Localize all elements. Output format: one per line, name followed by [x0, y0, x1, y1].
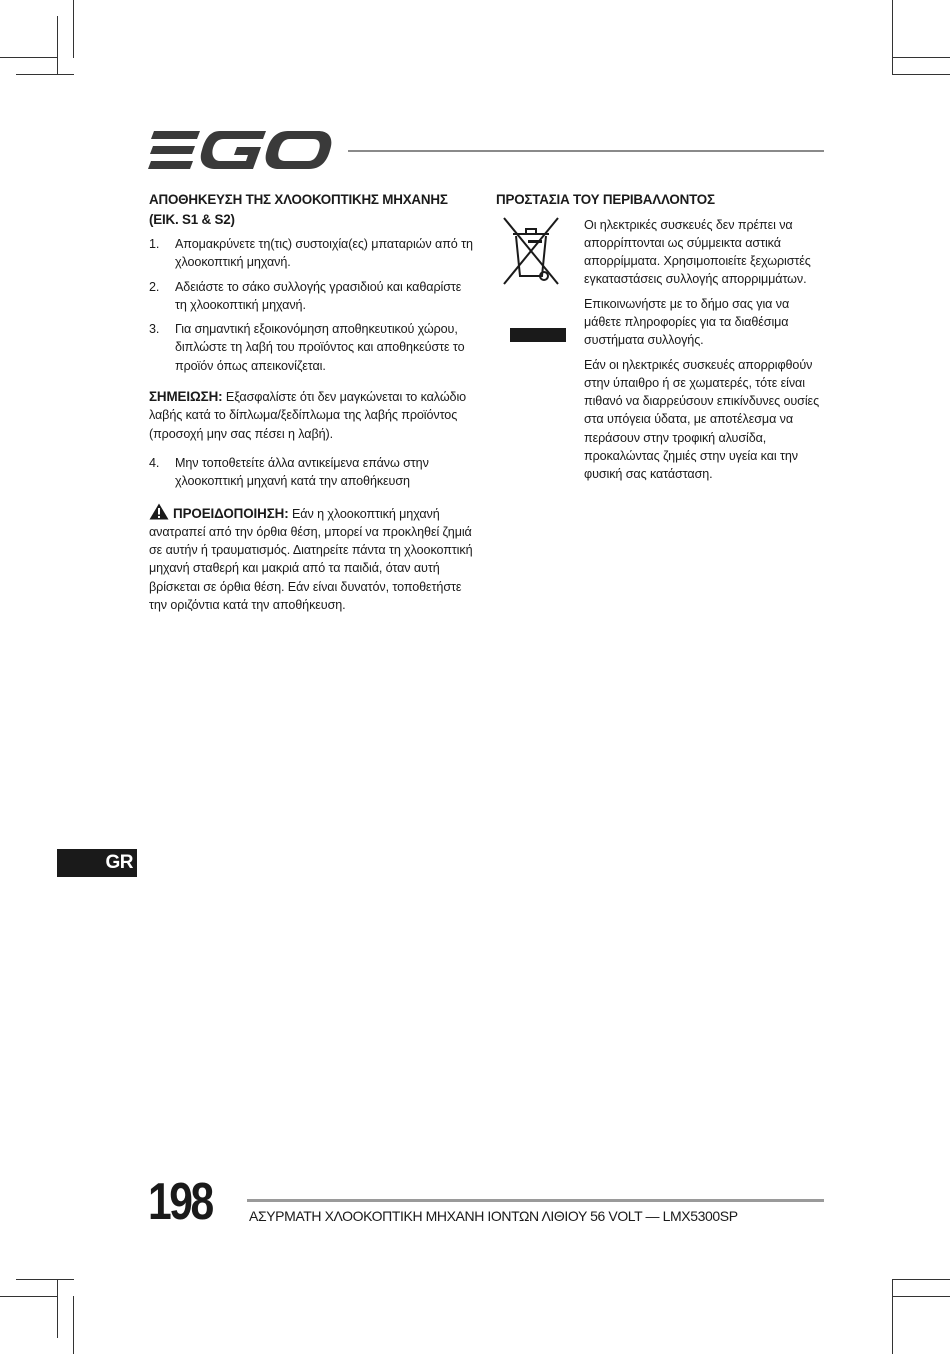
crop-mark	[0, 57, 58, 58]
note-paragraph	[149, 388, 473, 443]
warning-triangle-icon	[149, 503, 169, 520]
list-item	[149, 278, 473, 315]
list-number: 3.	[149, 322, 160, 337]
crop-mark	[892, 57, 950, 58]
section-heading: ΑΠΟΘΗΚΕΥΣΗ ΤΗΣ ΧΛΟΟΚΟΠΤΙΚΗΣ ΜΗΧΑΝΗΣ (ΕΙΚ. S1 & S2)	[149, 192, 448, 227]
list-number: 4.	[149, 455, 160, 470]
crop-mark	[892, 1296, 950, 1297]
footer-title: ΑΣΥΡΜΑΤΗ ΧΛΟΟΚΟΠΤΙΚΗ ΜΗΧΑΝΗ ΙΟΝΤΩΝ ΛΙΘΙΟΥ 56 VOLT — LMX5300SP	[249, 1208, 738, 1224]
environment-text	[584, 216, 826, 490]
bin-symbol	[502, 216, 562, 298]
warning-label: ΠΡΟΕΙΔΟΠΟΙΗΣΗ:	[173, 505, 289, 521]
environment-paragraph: Οι ηλεκτρικές συσκευές δεν πρέπει να απορρίπτονται ως σύμμεικτα αστικά απορρίμματα. Χρησιμοποιείτε ξεχωριστές εγκαταστάσεις συλλογής απορριμμάτων.	[584, 217, 811, 287]
warning-paragraph	[149, 503, 473, 615]
list-item	[149, 235, 473, 272]
warning-text: Εάν η χλοοκοπτική μηχανή ανατραπεί από την όρθια θέση, μπορεί να προκληθεί ζημιά σε αυτήν ή τραυματισμός. Διατηρείτε πάντα τη χλοοκοπτική μηχανή σταθερή και μακριά από τα παιδιά, όταν αυτή βρίσκεται σε όρθια θέση. Εάν είναι δυνατόν, τοποθετήστε την οριζόντια κατά την αποθήκευση.	[149, 506, 473, 613]
language-tab: GR	[57, 849, 137, 877]
crop-mark	[16, 1279, 74, 1280]
list-text: Αδειάστε το σάκο συλλογής γρασιδιού και καθαρίστε τη χλοοκοπτική μηχανή.	[175, 279, 462, 312]
list-text: Για σημαντική εξοικονόμηση αποθηκευτικού χώρου, διπλώστε τη λαβή του προϊόντος και αποθηκεύστε το προϊόν όπως απεικονίζεται.	[175, 322, 465, 373]
storage-section	[149, 190, 473, 627]
crop-mark	[73, 0, 74, 58]
ego-logo	[148, 128, 332, 172]
crop-mark	[0, 1296, 58, 1297]
page-number: 198	[148, 1173, 212, 1231]
environment-body	[496, 216, 826, 490]
crop-mark	[57, 16, 58, 74]
environment-section	[496, 190, 826, 490]
disposal-bar	[510, 328, 566, 342]
note-text: Εξασφαλίστε ότι δεν μαγκώνεται το καλώδιο λαβής κατά το δίπλωμα/ξεδίπλωμα της λαβής προϊόντος (προσοχή μην σας πέσει η λαβή).	[149, 390, 467, 441]
environment-paragraph: Επικοινωνήστε με το δήμο σας για να μάθετε πληροφορίες για τα διαθέσιμα συστήματα συλλογής.	[584, 296, 790, 348]
note-label: ΣΗΜΕΙΩΣΗ:	[149, 389, 223, 405]
list-item	[149, 454, 473, 491]
list-number: 1.	[149, 237, 160, 251]
crop-mark	[892, 0, 893, 74]
list-text: Απομακρύνετε τη(τις) συστοιχία(ες) μπαταριών από τη χλοοκοπτική μηχανή.	[175, 237, 473, 270]
crop-mark	[892, 1279, 950, 1280]
section-heading: ΠΡΟΣΤΑΣΙΑ ΤΟΥ ΠΕΡΙΒΑΛΛΟΝΤΟΣ	[496, 192, 715, 207]
crop-mark	[892, 74, 950, 75]
crop-mark	[892, 1279, 893, 1354]
environment-paragraph: Εάν οι ηλεκτρικές συσκευές απορριφθούν στην ύπαιθρο ή σε χωματερές, τότε είναι πιθανό να διαρρεύσουν επικίνδυνες ουσίες στα υπόγεια ύδατα, με αποτέλεσμα να περάσουν στην τροφική αλυσίδα, προκαλώντας ζημιές στην υγεία και την φυσική σας κατάσταση.	[584, 357, 820, 482]
crop-mark	[57, 1280, 58, 1338]
crop-mark	[16, 74, 74, 75]
list-number: 2.	[149, 279, 160, 294]
list-item	[149, 320, 473, 375]
header-rule	[348, 150, 824, 152]
list-text: Μην τοποθετείτε άλλα αντικείμενα επάνω στην χλοοκοπτική μηχανή κατά την αποθήκευση	[175, 455, 429, 489]
footer-rule	[247, 1199, 824, 1202]
crossed-out-wheelie-bin-icon	[496, 216, 584, 326]
crop-mark	[73, 1296, 74, 1354]
